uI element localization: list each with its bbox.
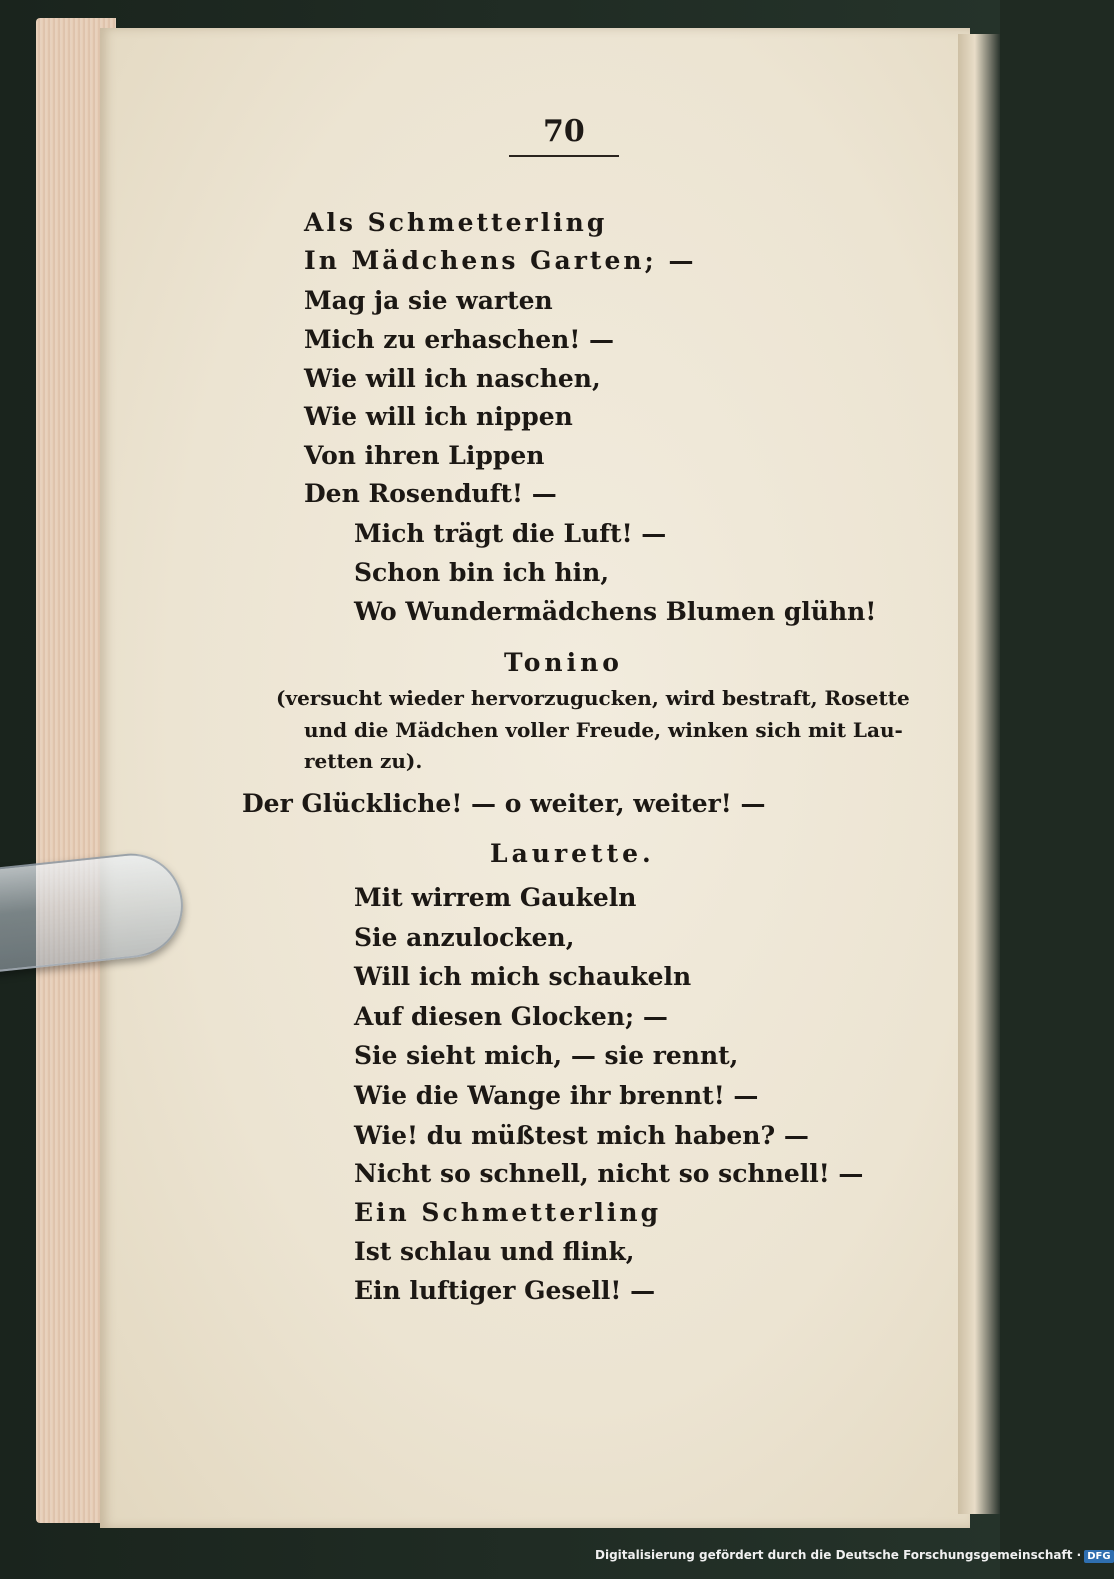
verse-line: Nicht so schnell, nicht so schnell! — bbox=[354, 1159, 864, 1188]
verse-line: Wie will ich naschen, bbox=[304, 364, 601, 393]
verse-line: Sie anzulocken, bbox=[354, 923, 575, 952]
verse-line: Von ihren Lippen bbox=[304, 441, 545, 470]
digitization-credit bbox=[595, 1548, 1114, 1563]
verse-line: Sie sieht mich, — sie rennt, bbox=[354, 1041, 739, 1070]
verse-line: Wie! du müßtest mich haben? — bbox=[354, 1121, 809, 1150]
verse-line: Wie die Wange ihr brennt! — bbox=[354, 1081, 759, 1110]
digitization-credit-text: Digitalisierung gefördert durch die Deutsche Forschungsgemeinschaft · bbox=[595, 1548, 1082, 1562]
verse-line: Als Schmetterling bbox=[304, 208, 608, 237]
verse-line: Mit wirrem Gaukeln bbox=[354, 883, 637, 912]
verse-line: Will ich mich schaukeln bbox=[354, 962, 692, 991]
stage-direction-line: retten zu). bbox=[304, 749, 423, 773]
verse-line: Auf diesen Glocken; — bbox=[354, 1002, 668, 1031]
page-number: 70 bbox=[543, 114, 585, 149]
page-right-edge bbox=[958, 34, 1000, 1514]
page-number-rule bbox=[509, 155, 619, 157]
verse-line: Wie will ich nippen bbox=[304, 402, 573, 431]
verse-line: Den Rosenduft! — bbox=[304, 479, 557, 508]
dialogue-line: Der Glückliche! — o weiter, weiter! — bbox=[242, 789, 766, 818]
verse-line: Mich trägt die Luft! — bbox=[354, 519, 667, 548]
verse-line: Ist schlau und flink, bbox=[354, 1237, 635, 1266]
verse-line: Mich zu erhaschen! — bbox=[304, 325, 615, 354]
speaker-name: Laurette. bbox=[490, 839, 655, 868]
verse-line: Ein Schmetterling bbox=[354, 1198, 662, 1227]
verse-line: Wo Wundermädchens Blumen glühn! bbox=[354, 597, 877, 626]
speaker-name: Tonino bbox=[504, 648, 623, 677]
stage-direction-line: (versucht wieder hervorzugucken, wird bestraft, Rosette bbox=[276, 686, 910, 710]
page-holder-clip-body bbox=[0, 849, 188, 974]
page-holder-clip bbox=[0, 847, 206, 989]
stage-direction-line: und die Mädchen voller Freude, winken sich mit Lau- bbox=[304, 718, 903, 742]
verse-line: In Mädchens Garten; — bbox=[304, 246, 697, 275]
verse-line: Schon bin ich hin, bbox=[354, 558, 610, 587]
verse-line: Ein luftiger Gesell! — bbox=[354, 1276, 656, 1305]
verse-line: Mag ja sie warten bbox=[304, 286, 553, 315]
dfg-logo: DFG bbox=[1084, 1550, 1113, 1563]
